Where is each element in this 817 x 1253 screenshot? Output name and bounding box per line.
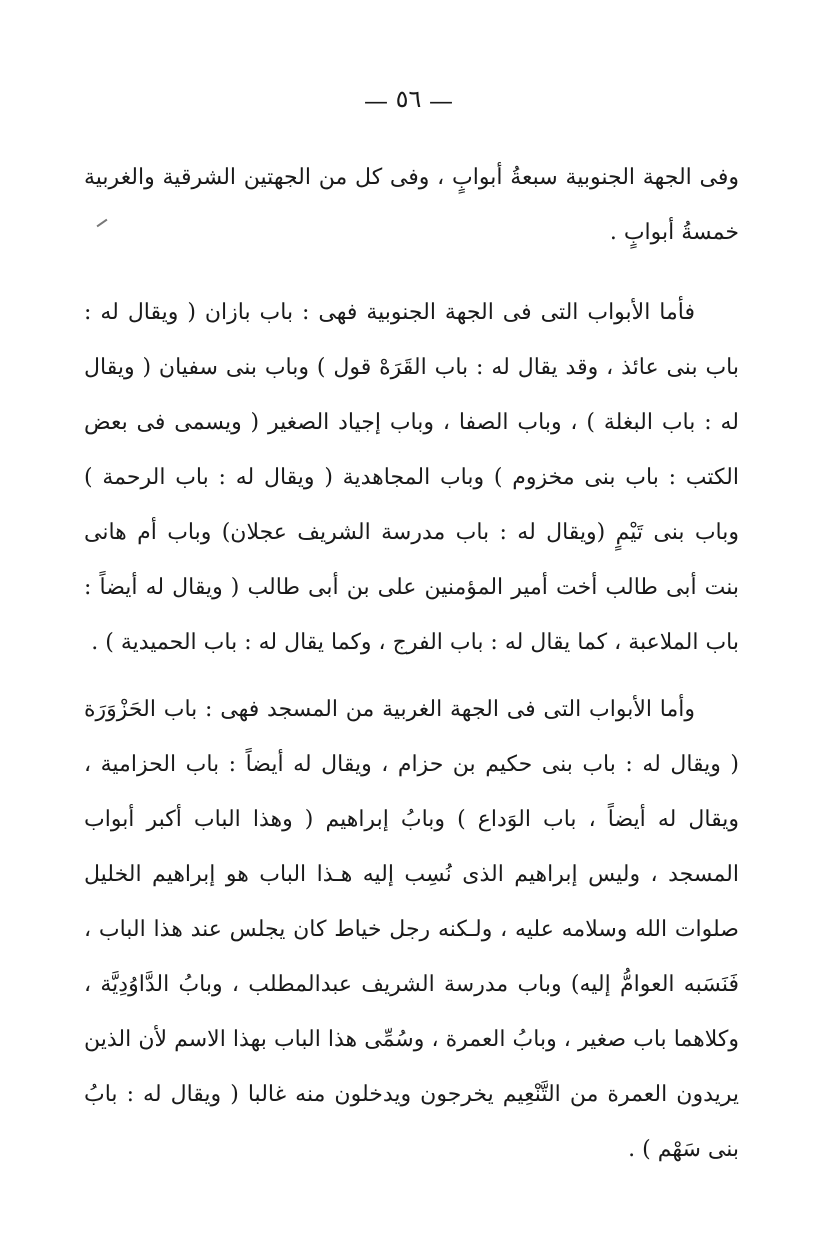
- paragraph-western-gates: [84, 682, 739, 1177]
- body-text: [84, 150, 739, 1177]
- text-line: بنى سَهْم ) .: [628, 1137, 739, 1162]
- text-line: فأما الأبواب التى فى الجهة الجنوبية فهى : باب بازان ( ويقال له :: [84, 300, 695, 325]
- text-line: باب الملاعبة ، كما يقال له : باب الفرج ، وكما يقال له : باب الحميدية ) .: [91, 630, 739, 655]
- text-line: وأما الأبواب التى فى الجهة الغربية من المسجد فهى : باب الحَزْوَرَة: [84, 697, 695, 722]
- text-line: صلوات الله وسلامه عليه ، ولـكنه رجل خياط كان يجلس عند هذا الباب ،: [84, 917, 739, 942]
- text-line: خمسةُ أبوابٍ .: [609, 220, 739, 245]
- text-line: ( ويقال له : باب بنى حكيم بن حزام ، ويقال له أيضاً : باب الحزامية ،: [84, 752, 739, 777]
- page-number: ٥٦: [395, 85, 422, 113]
- paragraph-spacer: [84, 670, 739, 682]
- text-line: وفى الجهة الجنوبية سبعةُ أبوابٍ ، وفى كل من الجهتين الشرقية والغربية: [84, 165, 739, 190]
- paragraph-intro: [84, 150, 739, 260]
- text-line: الكتب : باب بنى مخزوم ) وباب المجاهدية ( ويقال له : باب الرحمة ): [84, 465, 739, 490]
- text-line: وكلاهما باب صغير ، وبابُ العمرة ، وسُمِّى هذا الباب بهذا الاسم لأن الذين: [84, 1027, 739, 1052]
- text-line: له : باب البغلة ) ، وباب الصفا ، وباب إجياد الصغير ( ويسمى فى بعض: [84, 410, 739, 435]
- text-line: المسجد ، وليس إبراهيم الذى نُسِب إليه هـذا الباب هو إبراهيم الخليل: [84, 862, 739, 887]
- page-number-dash-left: —: [363, 86, 388, 115]
- text-line: فَنَسَبه العوامُّ إليه) وباب مدرسة الشريف عبدالمطلب ، وبابُ الدَّاوُدِيَّة ،: [84, 972, 739, 997]
- text-line: وباب بنى تَيْمٍ (ويقال له : باب مدرسة الشريف عجلان) وباب أم هانى: [84, 520, 739, 545]
- text-line: ويقال له أيضاً ، باب الوَداع ) وبابُ إبراهيم ( وهذا الباب أكبر أبواب: [84, 807, 739, 832]
- text-line: بنت أبى طالب أخت أمير المؤمنين على بن أبى طالب ( ويقال له أيضاً :: [84, 575, 739, 600]
- text-line: باب بنى عائذ ، وقد يقال له : باب القَرَهْ قول ) وباب بنى سفيان ( ويقال: [84, 355, 739, 380]
- paragraph-spacer: [84, 260, 739, 285]
- page-number-header: [0, 84, 817, 116]
- text-line: يريدون العمرة من التَّنْعِيم يخرجون ويدخلون منه غالبا ( ويقال له : بابُ: [84, 1082, 739, 1107]
- page-number-dash-right: —: [429, 86, 454, 115]
- paragraph-southern-gates: [84, 285, 739, 670]
